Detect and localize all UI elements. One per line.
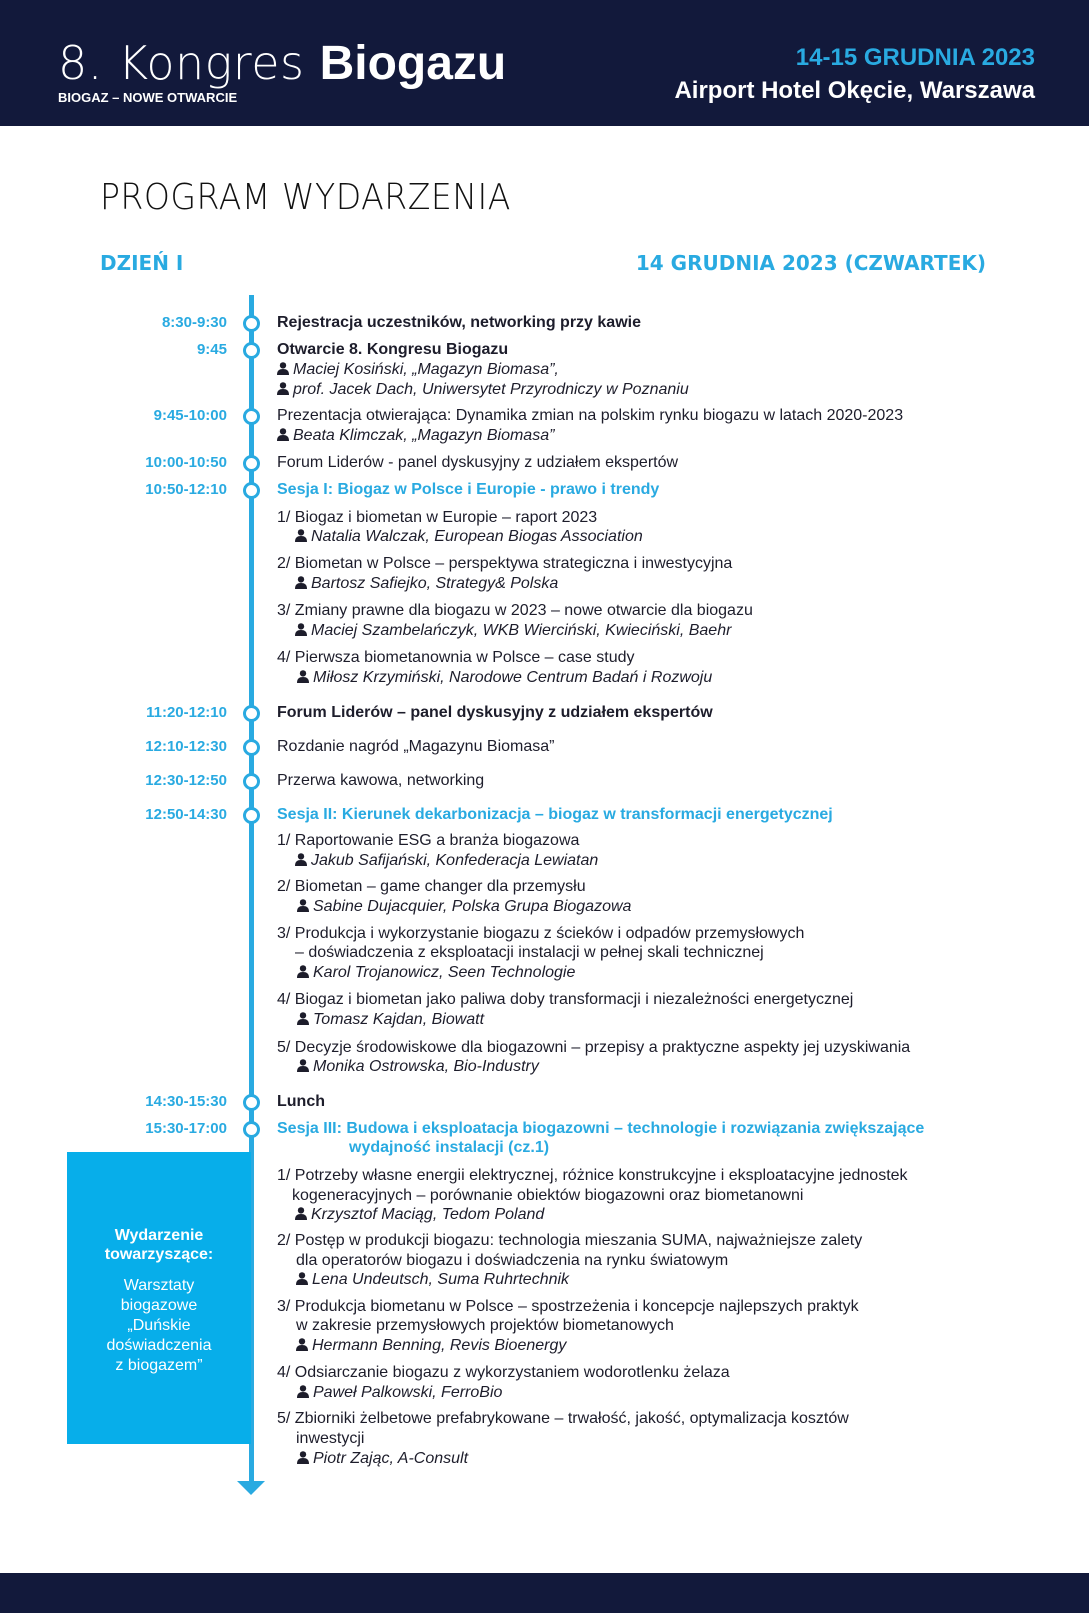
timeline-dot: [243, 315, 260, 332]
speaker-line: [277, 897, 631, 916]
person-icon: [277, 362, 289, 375]
side-event-title-line: towarzyszące:: [104, 1246, 214, 1263]
person-icon: [296, 1272, 308, 1285]
event-venue: Airport Hotel Okęcie, Warszawa: [674, 77, 1035, 104]
agenda-item: Lunch: [277, 1093, 325, 1110]
talk-title: 2/ Postęp w produkcji biogazu: technologia mieszania SUMA, najważniejsze zalety: [277, 1232, 863, 1249]
speaker-name: Krzysztof Maciąg, Tedom Poland: [311, 1206, 545, 1223]
talk-title: 3/ Produkcja biometanu w Polsce – spostrzeżenia i koncepcje najlepszych praktyk: [277, 1298, 859, 1315]
speaker-line: [277, 1270, 569, 1289]
time-slot: 14:30-15:30: [145, 1093, 227, 1110]
talk-title: 4/ Odsiarczanie biogazu z wykorzystaniem wodorotlenku żelaza: [277, 1364, 730, 1381]
speaker-line: [277, 574, 558, 593]
session-title-continued: wydajność instalacji (cz.1): [349, 1139, 550, 1156]
congress-subtitle: BIOGAZ – NOWE OTWARCIE: [58, 90, 238, 105]
speaker-name: Natalia Walczak, European Biogas Association: [311, 528, 643, 545]
agenda-item: Otwarcie 8. Kongresu Biogazu: [277, 341, 509, 358]
person-icon: [277, 428, 289, 441]
title-bold: Biogazu: [319, 37, 507, 90]
side-event-title-line: Wydarzenie: [114, 1227, 204, 1244]
timeline-dot: [243, 1094, 260, 1111]
side-event-line: Warsztaty: [123, 1277, 195, 1294]
speaker-line: [277, 527, 643, 546]
time-slot: 11:20-12:10: [146, 704, 227, 721]
person-icon: [297, 1451, 309, 1464]
person-icon: [297, 1385, 309, 1398]
speaker-name: Tomasz Kajdan, Biowatt: [313, 1011, 485, 1028]
session-title: Sesja III: Budowa i eksploatacja biogazowni – technologie i rozwiązania zwiększające: [277, 1120, 925, 1137]
side-event-line: doświadczenia: [106, 1337, 212, 1354]
talk-title: 3/ Produkcja i wykorzystanie biogazu z ścieków i odpadów przemysłowych: [277, 925, 805, 942]
speaker-name: Hermann Benning, Revis Bioenergy: [312, 1337, 567, 1354]
person-icon: [277, 382, 289, 395]
agenda-item: Forum Liderów - panel dyskusyjny z udziałem ekspertów: [277, 454, 679, 471]
person-icon: [295, 853, 307, 866]
talk-title: 1/ Biogaz i biometan w Europie – raport 2023: [277, 509, 598, 526]
agenda-item: Prezentacja otwierająca: Dynamika zmian na polskim rynku biogazu w latach 2020-2023: [277, 407, 904, 424]
side-event-box: [67, 1152, 251, 1444]
agenda-item: Rejestracja uczestników, networking przy kawie: [277, 314, 641, 331]
talk-title: 5/ Zbiorniki żelbetowe prefabrykowane – trwałość, jakość, optymalizacja kosztów: [277, 1410, 849, 1427]
person-icon: [295, 623, 307, 636]
side-event-line: z biogazem”: [115, 1357, 203, 1374]
header-banner: [0, 0, 1089, 126]
day-date: 14 GRUDNIA 2023 (CZWARTEK): [635, 251, 986, 275]
title-number: 8. Kongres: [58, 36, 320, 90]
timeline-dot: [243, 408, 260, 425]
side-event-line: biogazowe: [120, 1297, 198, 1314]
person-icon: [297, 1012, 309, 1025]
agenda-item: Przerwa kawowa, networking: [277, 772, 485, 789]
timeline-dot: [243, 482, 260, 499]
speaker-line: [277, 668, 712, 687]
speaker-name: Maciej Kosiński, „Magazyn Biomasa”,: [293, 361, 559, 378]
timeline-dot: [243, 455, 260, 472]
speaker-line: [277, 963, 575, 982]
agenda-item: Rozdanie nagród „Magazynu Biomasa”: [277, 738, 555, 755]
timeline-arrow-icon: [237, 1481, 265, 1495]
speaker-name: Paweł Palkowski, FerroBio: [313, 1384, 503, 1401]
talk-title: 5/ Decyzje środowiskowe dla biogazowni – przepisy a praktyczne aspekty jej uzyskiwania: [277, 1039, 911, 1056]
speaker-line: [277, 1205, 544, 1224]
speaker-line: [277, 1449, 468, 1468]
event-dates: 14-15 GRUDNIA 2023: [795, 44, 1035, 71]
time-slot: 12:10-12:30: [145, 738, 227, 755]
speaker-line: [277, 1383, 502, 1402]
timeline-dot: [243, 807, 260, 824]
person-icon: [297, 1059, 309, 1072]
session-title: Sesja I: Biogaz w Polsce i Europie - prawo i trendy: [277, 481, 660, 498]
person-icon: [295, 576, 307, 589]
speaker-name: Bartosz Safiejko, Strategy& Polska: [311, 575, 559, 592]
talk-title: 2/ Biometan w Polsce – perspektywa strategiczna i inwestycyjna: [277, 555, 733, 572]
speaker-name: Piotr Zając, A-Consult: [313, 1450, 469, 1467]
talk-title: 1/ Potrzeby własne energii elektrycznej, różnice konstrukcyjne i eksploatacyjne jednostek: [277, 1167, 908, 1184]
time-slot: 10:50-12:10: [145, 481, 227, 498]
timeline-dot: [243, 773, 260, 790]
speaker-line: [277, 1010, 484, 1029]
time-slot: 15:30-17:00: [145, 1120, 227, 1137]
speaker-line: [277, 851, 598, 870]
person-icon: [297, 899, 309, 912]
person-icon: [297, 965, 309, 978]
speaker-line: [277, 380, 689, 399]
side-event-description: [67, 1276, 251, 1376]
side-event-title: [67, 1226, 251, 1264]
time-slot: 12:30-12:50: [145, 772, 227, 789]
footer-bar: [0, 1573, 1089, 1613]
speaker-line: [277, 1057, 539, 1076]
talk-title-continued: inwestycji: [296, 1430, 365, 1447]
speaker-line: [277, 1336, 566, 1355]
timeline-dot: [243, 739, 260, 756]
speaker-line: [277, 621, 731, 640]
congress-title: [58, 38, 506, 89]
speaker-name: Miłosz Krzymiński, Narodowe Centrum Badań i Rozwoju: [313, 669, 713, 686]
speaker-line: [277, 426, 554, 445]
session-title: Sesja II: Kierunek dekarbonizacja – biogaz w transformacji energetycznej: [277, 806, 833, 823]
timeline-dot: [243, 1121, 260, 1138]
speaker-name: Maciej Szambelańczyk, WKB Wierciński, Kwieciński, Baehr: [311, 622, 732, 639]
speaker-name: Sabine Dujacquier, Polska Grupa Biogazowa: [313, 898, 632, 915]
time-slot: 9:45-10:00: [153, 407, 227, 424]
talk-title-continued: w zakresie przemysłowych projektów biometanowych: [296, 1317, 674, 1334]
speaker-name: Lena Undeutsch, Suma Ruhrtechnik: [312, 1271, 570, 1288]
person-icon: [296, 1338, 308, 1351]
speaker-line: [277, 360, 559, 379]
time-slot: 12:50-14:30: [145, 806, 227, 823]
speaker-name: prof. Jacek Dach, Uniwersytet Przyrodniczy w Poznaniu: [293, 381, 689, 398]
speaker-name: Jakub Safijański, Konfederacja Lewiatan: [311, 852, 599, 869]
person-icon: [295, 529, 307, 542]
side-event-line: „Duńskie: [127, 1317, 191, 1334]
talk-title-continued: dla operatorów biogazu i doświadczenia na rynku światowym: [296, 1252, 729, 1269]
time-slot: 9:45: [196, 341, 227, 358]
person-icon: [295, 1207, 307, 1220]
time-slot: 10:00-10:50: [145, 454, 227, 471]
talk-title: 1/ Raportowanie ESG a branża biogazowa: [277, 832, 580, 849]
talk-title: 4/ Biogaz i biometan jako paliwa doby transformacji i niezależności energetycznej: [277, 991, 854, 1008]
time-slot: 8:30-9:30: [161, 314, 227, 331]
talk-title-continued: kogeneracyjnych – porównanie obiektów biogazowni oraz biometanowni: [292, 1187, 804, 1204]
program-title: PROGRAM WYDARZENIA: [100, 177, 511, 218]
talk-title: 4/ Pierwsza biometanownia w Polsce – case study: [277, 649, 635, 666]
talk-title: 3/ Zmiany prawne dla biogazu w 2023 – nowe otwarcie dla biogazu: [277, 602, 753, 619]
talk-title: 2/ Biometan – game changer dla przemysłu: [277, 878, 586, 895]
day-label: DZIEŃ I: [100, 251, 184, 275]
speaker-name: Monika Ostrowska, Bio-Industry: [313, 1058, 539, 1075]
speaker-name: Karol Trojanowicz, Seen Technologie: [313, 964, 576, 981]
timeline-dot: [243, 342, 260, 359]
speaker-name: Beata Klimczak, „Magazyn Biomasa”: [293, 427, 555, 444]
person-icon: [297, 670, 309, 683]
talk-title-continued: – doświadczenia z eksploatacji instalacji w pełnej skali technicznej: [295, 944, 764, 961]
timeline-dot: [243, 705, 260, 722]
agenda-item: Forum Liderów – panel dyskusyjny z udziałem ekspertów: [277, 704, 713, 721]
